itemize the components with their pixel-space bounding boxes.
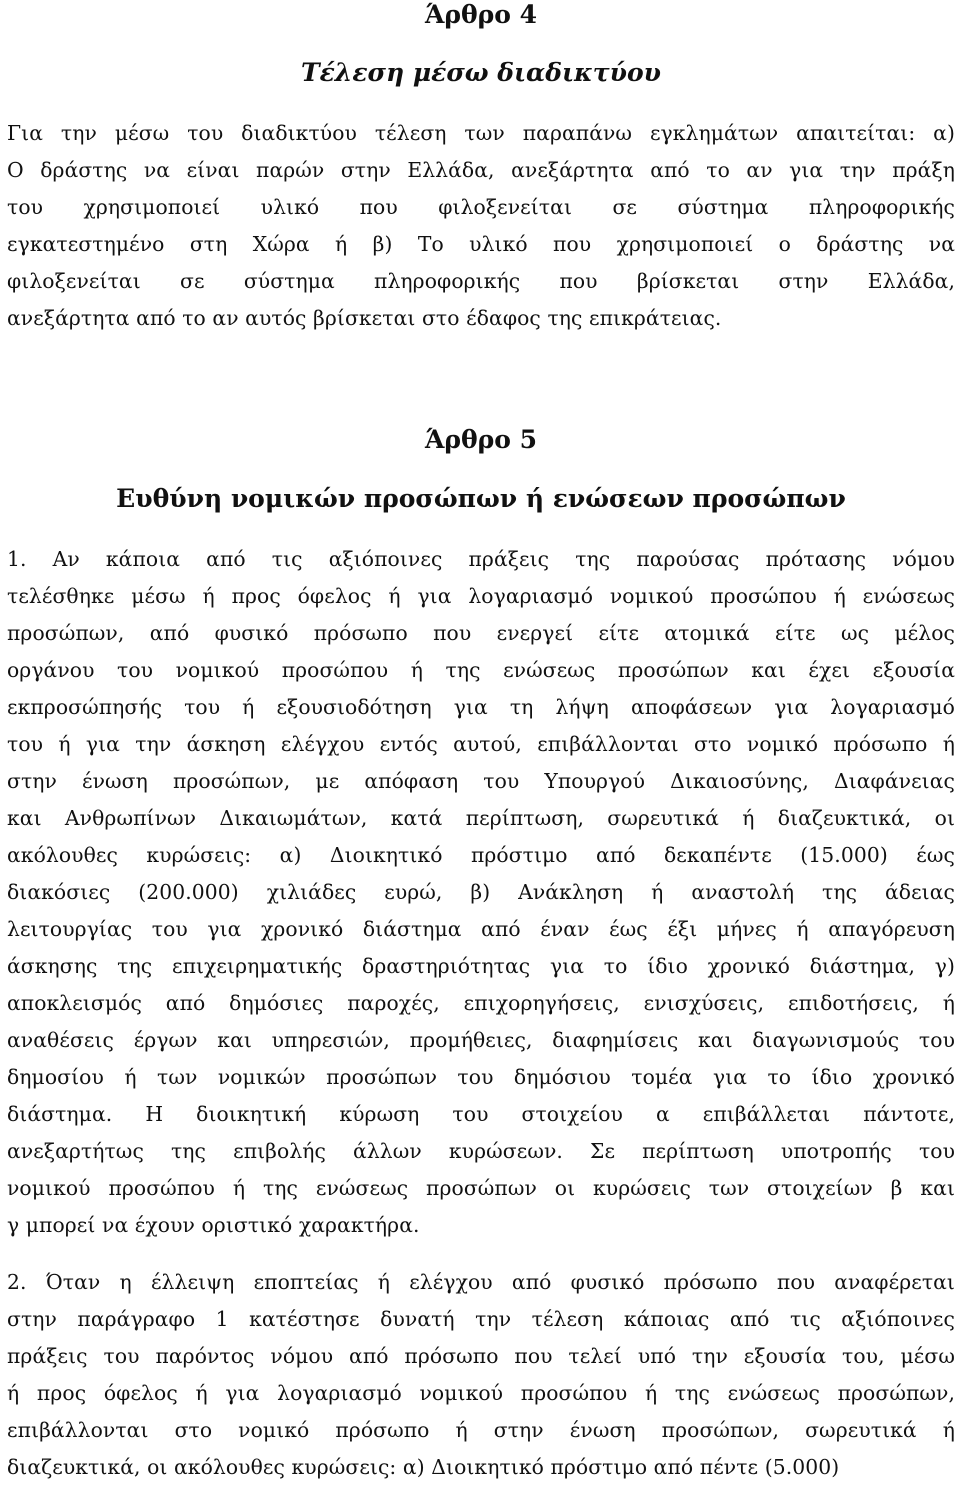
text-line: Ο δράστης να είναι παρών στην Ελλάδα, ανεξάρτητα από το αν για την πράξη bbox=[7, 158, 955, 182]
text-line: νομικού προσώπου ή της ενώσεως προσώπων οι κυρώσεις των στοιχείων β και bbox=[7, 1176, 955, 1200]
text-line: ή προς όφελος ή για λογαριασμό νομικού προσώπου ή της ενώσεως προσώπων, bbox=[7, 1381, 955, 1405]
article-4-heading: Άρθρο 4 bbox=[424, 0, 538, 29]
text-line: ανεξάρτητα από το αν αυτός βρίσκεται στο έδαφος της επικράτειας. bbox=[7, 306, 722, 330]
text-line: στην παράγραφο 1 κατέστησε δυνατή την τέλεση κάποιας από τις αξιόποινες bbox=[7, 1307, 955, 1331]
article-5-paragraph-2 bbox=[7, 1264, 955, 1486]
text-line: προσώπων, από φυσικό πρόσωπο που ενεργεί είτε ατομικά είτε ως μέλος bbox=[7, 621, 955, 645]
text-line: ακόλουθες κυρώσεις: α) Διοικητικό πρόστιμο από δεκαπέντε (15.000) έως bbox=[7, 843, 955, 867]
text-line: Για την μέσω του διαδικτύου τέλεση των παραπάνω εγκλημάτων απαιτείται: α) bbox=[7, 121, 955, 145]
text-line: ανεξαρτήτως της επιβολής άλλων κυρώσεων. Σε περίπτωση υποτροπής του bbox=[7, 1139, 955, 1163]
text-line: αποκλεισμός από δημόσιες παροχές, επιχορηγήσεις, ενισχύσεις, επιδοτήσεις, ή bbox=[7, 991, 955, 1015]
article-4-subheading: Τέλεση μέσω διαδικτύου bbox=[301, 58, 661, 87]
text-line: διάστημα. Η διοικητική κύρωση του στοιχείου α επιβάλλεται πάντοτε, bbox=[7, 1102, 955, 1126]
text-line: 2. Όταν η έλλειψη εποπτείας ή ελέγχου από φυσικό πρόσωπο που αναφέρεται bbox=[7, 1270, 955, 1294]
text-line: άσκησης της επιχειρηματικής δραστηριότητας για το ίδιο χρονικό διάστημα, γ) bbox=[7, 954, 955, 978]
text-line: του ή για την άσκηση ελέγχου εντός αυτού, επιβάλλονται στο νομικό πρόσωπο ή bbox=[7, 732, 955, 756]
text-line: στην ένωση προσώπων, με απόφαση του Υπουργού Δικαιοσύνης, Διαφάνειας bbox=[7, 769, 955, 793]
text-line: 1. Αν κάποια από τις αξιόποινες πράξεις της παρούσας πρότασης νόμου bbox=[7, 547, 955, 571]
text-line: πράξεις του παρόντος νόμου από πρόσωπο που τελεί υπό την εξουσία του, μέσω bbox=[7, 1344, 955, 1368]
text-line: και Ανθρωπίνων Δικαιωμάτων, κατά περίπτωση, σωρευτικά ή διαζευκτικά, οι bbox=[7, 806, 955, 830]
article-5-paragraph-1 bbox=[7, 541, 955, 1244]
article-4-paragraph bbox=[7, 115, 955, 337]
text-line: επιβάλλονται στο νομικό πρόσωπο ή στην ένωση προσώπων, σωρευτικά ή bbox=[7, 1418, 955, 1442]
text-line: εκπροσώπησής του ή εξουσιοδότηση για τη λήψη αποφάσεων για λογαριασμό bbox=[7, 695, 955, 719]
text-line: τελέσθηκε μέσω ή προς όφελος ή για λογαριασμό νομικού προσώπου ή ενώσεως bbox=[7, 584, 955, 608]
text-line: γ μπορεί να έχουν οριστικό χαρακτήρα. bbox=[7, 1213, 420, 1237]
text-line: του χρησιμοποιεί υλικό που φιλοξενείται σε σύστημα πληροφορικής bbox=[7, 195, 955, 219]
text-line: διακόσιες (200.000) χιλιάδες ευρώ, β) Ανάκληση ή αναστολή της άδειας bbox=[7, 880, 955, 904]
text-line: οργάνου του νομικού προσώπου ή της ενώσεως προσώπων και έχει εξουσία bbox=[7, 658, 955, 682]
article-5-heading: Άρθρο 5 bbox=[424, 425, 538, 454]
article-5-subheading: Ευθύνη νομικών προσώπων ή ενώσεων προσώπων bbox=[116, 484, 846, 513]
text-line: δημοσίου ή των νομικών προσώπων του δημόσιου τομέα για το ίδιο χρονικό bbox=[7, 1065, 955, 1089]
text-line: αναθέσεις έργων και υπηρεσιών, προμήθειες, διαφημίσεις και διαγωνισμούς του bbox=[7, 1028, 955, 1052]
text-line: διαζευκτικά, οι ακόλουθες κυρώσεις: α) Διοικητικό πρόστιμο από πέντε (5.000) bbox=[7, 1455, 840, 1479]
text-line: εγκατεστημένο στη Χώρα ή β) Το υλικό που χρησιμοποιεί ο δράστης να bbox=[7, 232, 955, 256]
text-line: φιλοξενείται σε σύστημα πληροφορικής που βρίσκεται στην Ελλάδα, bbox=[7, 269, 955, 293]
text-line: λειτουργίας του για χρονικό διάστημα από έναν έως έξι μήνες ή απαγόρευση bbox=[7, 917, 955, 941]
